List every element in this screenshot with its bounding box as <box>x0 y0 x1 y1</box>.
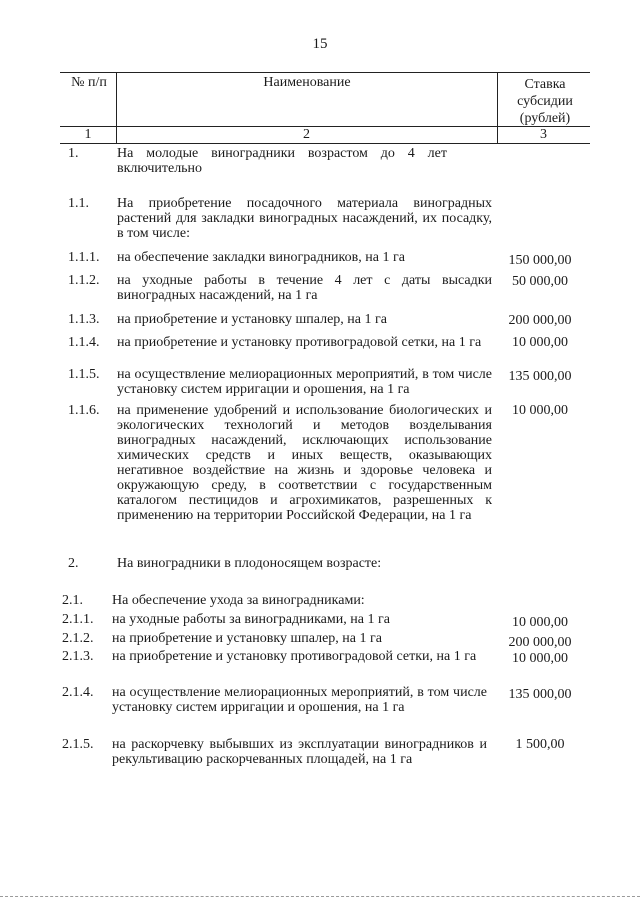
row-name: на приобретение и установку шпалер, на 1 га <box>117 312 387 327</box>
row-name: на осуществление мелиорационных мероприятий, в том числе установку систем ирригации и орошения, на 1 га <box>117 367 492 397</box>
row-rate: 10 000,00 <box>512 403 568 418</box>
row-number: 1.1.4. <box>68 335 100 350</box>
row-name: на приобретение и установку противоградовой сетки, на 1 га <box>112 649 477 664</box>
row-rate: 10 000,00 <box>512 651 568 666</box>
row-rate: 135 000,00 <box>508 369 572 384</box>
row-rate: 150 000,00 <box>508 253 572 268</box>
header-col-number: № п/п <box>71 75 107 90</box>
row-rate: 10 000,00 <box>512 335 568 350</box>
row-rate: 50 000,00 <box>512 274 568 289</box>
row-number: 1.1.1. <box>68 250 100 265</box>
row-number: 2.1.2. <box>62 631 94 646</box>
header-col-rate: Ставка субсидии (рублей) <box>517 77 573 126</box>
row-number: 2.1.5. <box>62 737 94 752</box>
row-name: На обеспечение ухода за виноградниками: <box>112 593 365 608</box>
row-rate: 10 000,00 <box>512 615 568 630</box>
row-name: на приобретение и установку противоградовой сетки, на 1 га <box>117 335 482 350</box>
row-name: на уходные работы в течение 4 лет с даты высадки виноградных насаждений, на 1 га <box>117 273 492 303</box>
row-number: 2.1. <box>62 593 83 608</box>
row-name: на применение удобрений и использование биологических и экологических технологий и методов возделывания виноградных насаждений, исключающих использование химических средств и иных веществ, оказывающих негативное воздействие на жизнь и здоровье человека и окружающую среду, в соответствии с государственным каталогом пестицидов и агрохимикатов, разрешенных к применению на территории Российской Федерации, на 1 га <box>117 403 492 523</box>
row-name: На приобретение посадочного материала виноградных растений для закладки виноградных насаждений, их посадку, в том числе: <box>117 196 492 241</box>
row-name: На молодые виноградники возрастом до 4 лет включительно <box>117 146 447 176</box>
scan-edge-line <box>0 896 640 897</box>
row-number: 2.1.4. <box>62 685 94 700</box>
row-number: 1. <box>68 146 79 161</box>
row-rate: 1 500,00 <box>515 737 565 752</box>
header-index-1: 1 <box>84 127 92 142</box>
row-name: На виноградники в плодоносящем возрасте: <box>117 556 382 571</box>
header-bottom-border <box>60 143 590 144</box>
row-number: 1.1.6. <box>68 403 100 418</box>
row-number: 2.1.1. <box>62 612 94 627</box>
row-number: 1.1.5. <box>68 367 100 382</box>
row-name: на раскорчевку выбывших из эксплуатации виноградников и рекультивацию раскорчеванных площадей, на 1 га <box>112 737 487 767</box>
row-name: на обеспечение закладки виноградников, на 1 га <box>117 250 405 265</box>
row-number: 1.1.2. <box>68 273 100 288</box>
header-col-name: Наименование <box>263 75 351 90</box>
row-number: 1.1. <box>68 196 89 211</box>
row-number: 2.1.3. <box>62 649 94 664</box>
row-rate: 135 000,00 <box>508 687 572 702</box>
row-number: 1.1.3. <box>68 312 100 327</box>
row-name: на приобретение и установку шпалер, на 1 га <box>112 631 382 646</box>
header-index-2: 2 <box>303 127 310 142</box>
header-top-border <box>60 72 590 73</box>
row-name: на осуществление мелиорационных мероприятий, в том числе установку систем ирригации и орошения, на 1 га <box>112 685 487 715</box>
row-rate: 200 000,00 <box>508 635 572 650</box>
row-number: 2. <box>68 556 79 571</box>
row-name: на уходные работы за виноградниками, на 1 га <box>112 612 390 627</box>
row-rate: 200 000,00 <box>508 313 572 328</box>
page-number: 15 <box>312 36 328 52</box>
header-index-3: 3 <box>540 127 547 142</box>
